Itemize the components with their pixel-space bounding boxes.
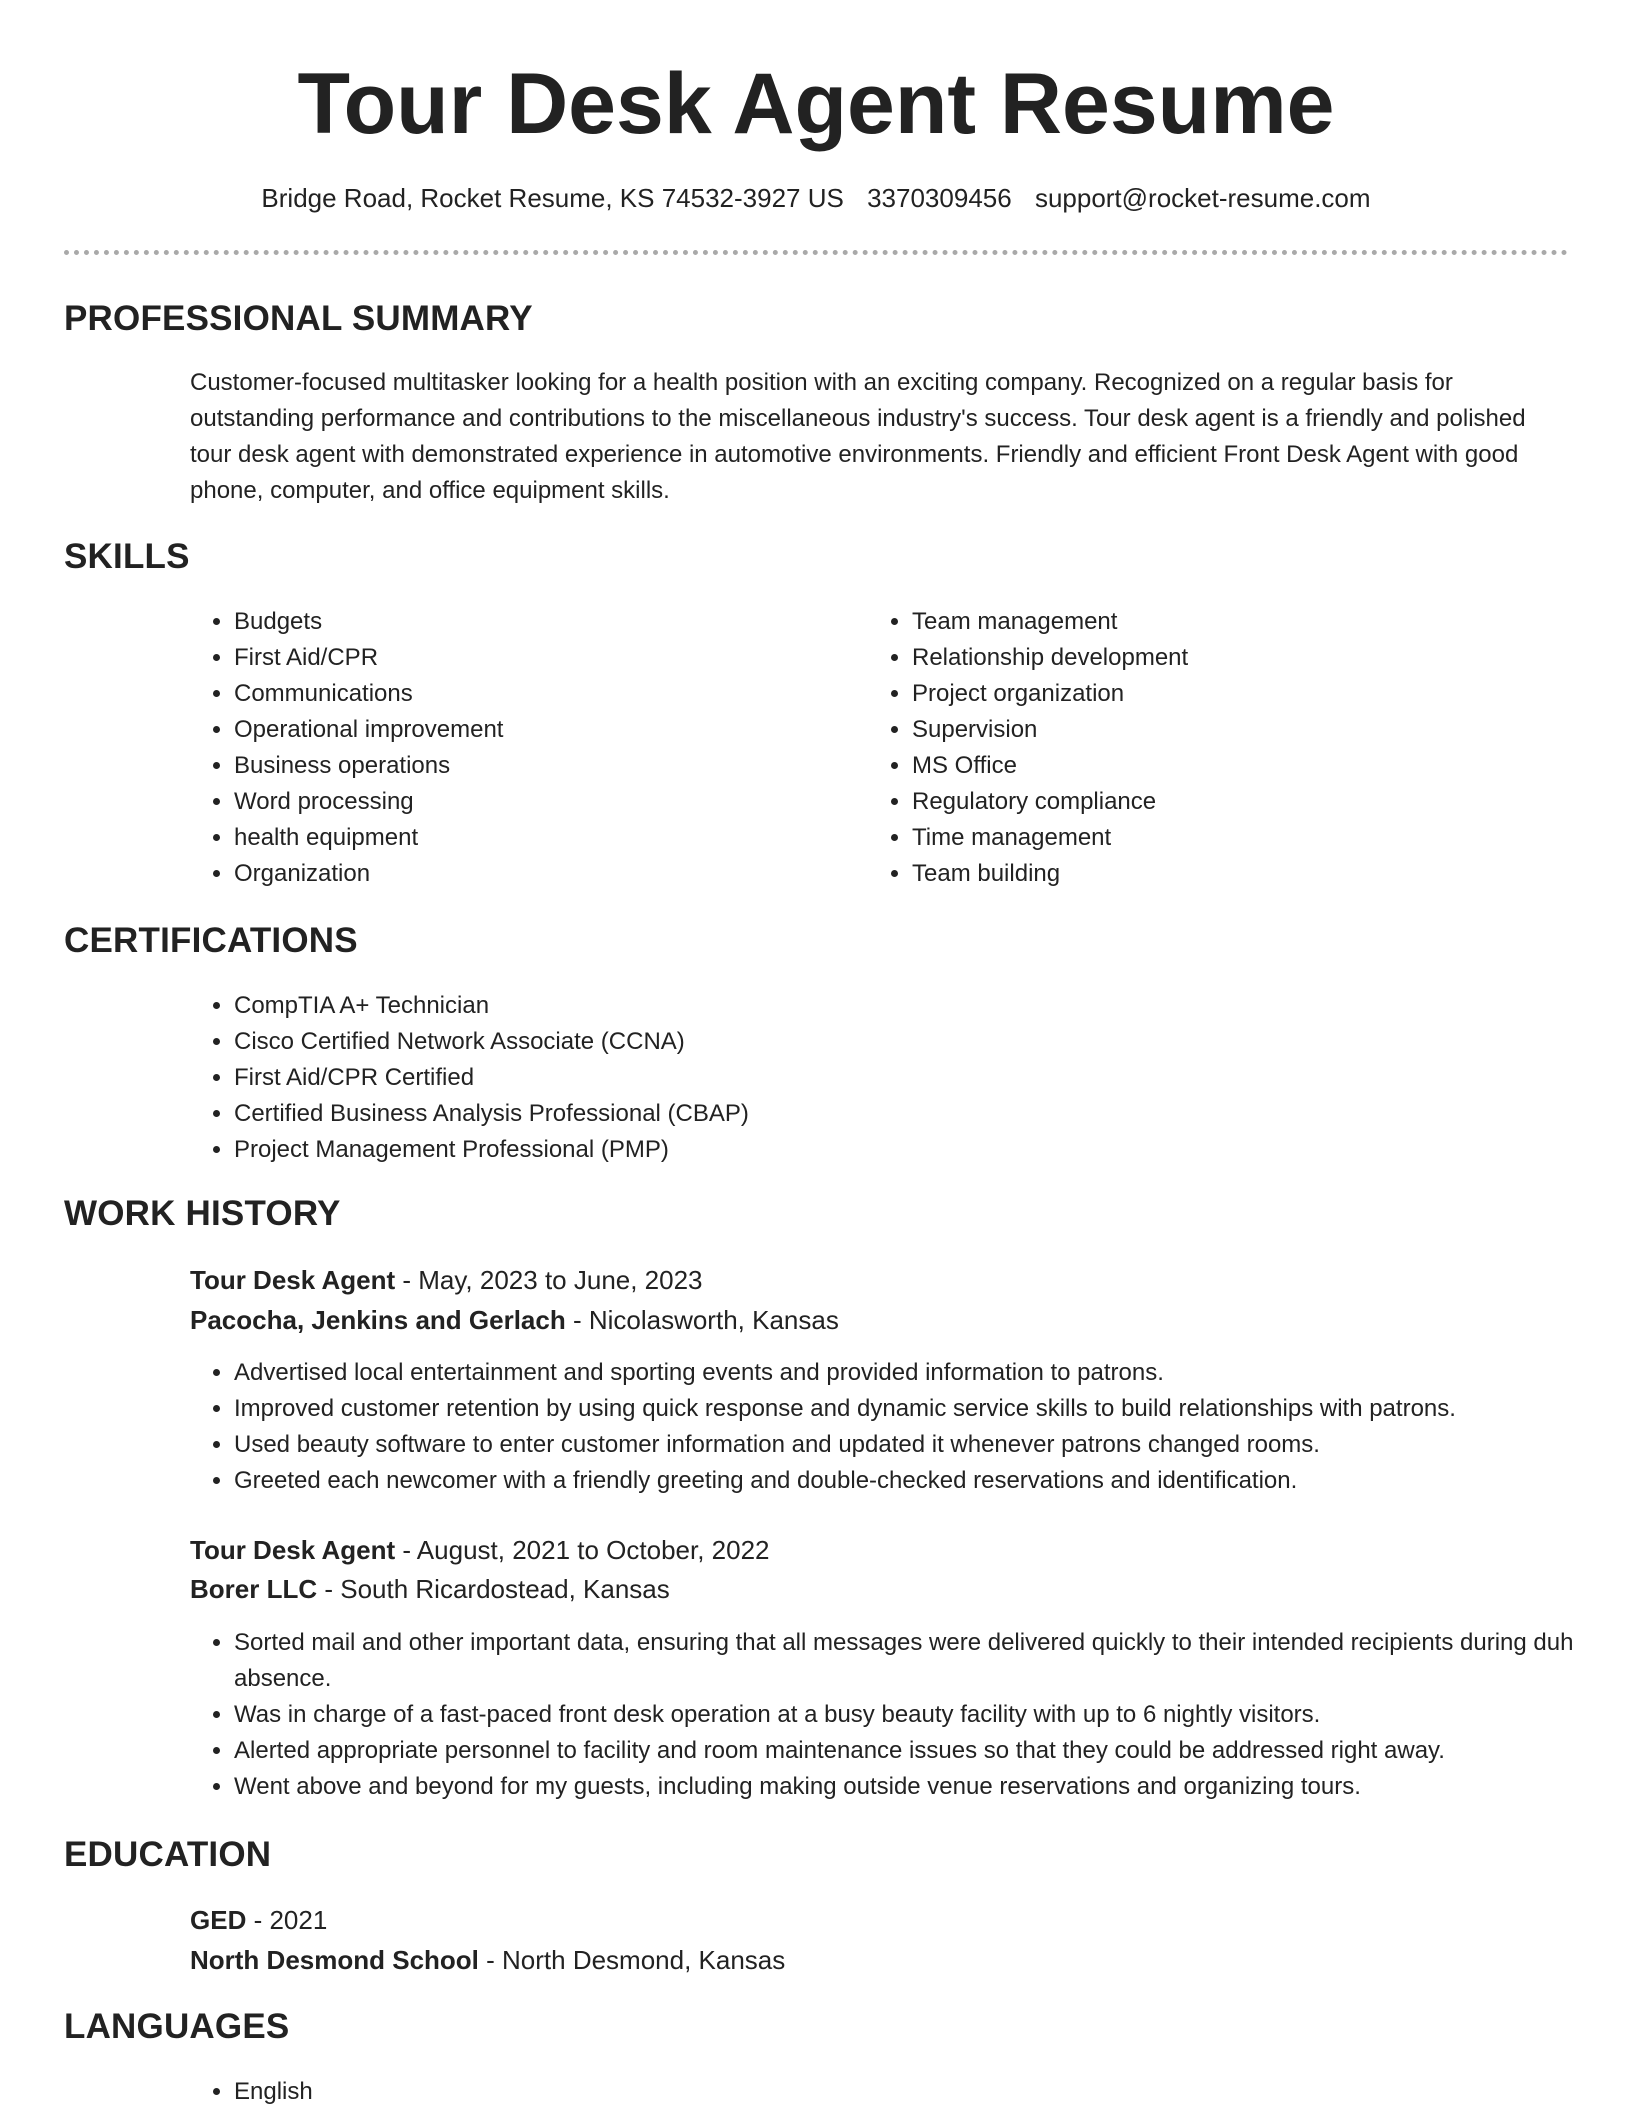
education-school-line	[190, 1942, 785, 1978]
education-location: - North Desmond, Kansas	[478, 1945, 786, 1975]
list-item: • First Aid/CPR Certified	[234, 1060, 1534, 1096]
education-degree: GED	[190, 1905, 247, 1935]
list-item: • Time management	[912, 820, 1512, 856]
contact-line	[0, 180, 1632, 216]
skills-list-left	[190, 604, 834, 892]
job-dates: - May, 2023 to June, 2023	[395, 1265, 703, 1295]
job-2-company-line	[190, 1571, 670, 1607]
list-item: • Sorted mail and other important data, ensuring that all messages were delivered quickly to their intended recipients during duh absence.	[234, 1625, 1594, 1697]
list-item: • Improved customer retention by using quick response and dynamic service skills to build relationships with patrons.	[234, 1391, 1614, 1427]
education-heading: EDUCATION	[64, 1835, 272, 1874]
list-item: • Word processing	[234, 784, 834, 820]
list-item: • Alerted appropriate personnel to facility and room maintenance issues so that they could be addressed right away.	[234, 1733, 1594, 1769]
list-item: • Organization	[234, 856, 834, 892]
list-item: • Went above and beyond for my guests, including making outside venue reservations and organizing tours.	[234, 1769, 1594, 1805]
job-2-duties	[190, 1625, 1594, 1805]
education-year: - 2021	[246, 1905, 328, 1935]
job-1-duties	[190, 1355, 1614, 1499]
certifications-heading: CERTIFICATIONS	[64, 921, 358, 960]
list-item: • Team management	[912, 604, 1512, 640]
job-company: Borer LLC	[190, 1574, 318, 1604]
job-company: Pacocha, Jenkins and Gerlach	[190, 1305, 566, 1335]
work-history-heading: WORK HISTORY	[64, 1194, 341, 1233]
list-item: • Supervision	[912, 712, 1512, 748]
list-item: • Advertised local entertainment and sporting events and provided information to patrons.	[234, 1355, 1614, 1391]
summary-heading: PROFESSIONAL SUMMARY	[64, 299, 533, 338]
list-item: • Was in charge of a fast-paced front desk operation at a busy beauty facility with up to 6 nightly visitors.	[234, 1697, 1594, 1733]
list-item: • Certified Business Analysis Professional (CBAP)	[234, 1096, 1534, 1132]
list-item: • Team building	[912, 856, 1512, 892]
list-item: • Project organization	[912, 676, 1512, 712]
list-item: • Used beauty software to enter customer information and updated it whenever patrons changed rooms.	[234, 1427, 1614, 1463]
job-dates: - August, 2021 to October, 2022	[395, 1535, 770, 1565]
list-item: • Business operations	[234, 748, 834, 784]
job-title: Tour Desk Agent	[190, 1535, 396, 1565]
list-item: • Relationship development	[912, 640, 1512, 676]
contact-email: support@rocket-resume.com	[1034, 183, 1371, 213]
list-item: • Budgets	[234, 604, 834, 640]
list-item: • Regulatory compliance	[912, 784, 1512, 820]
list-item: • Communications	[234, 676, 834, 712]
job-title: Tour Desk Agent	[190, 1265, 396, 1295]
list-item: • health equipment	[234, 820, 834, 856]
list-item: • First Aid/CPR	[234, 640, 834, 676]
summary-text: Customer-focused multitasker looking for a health position with an exciting company. Recognized on a regular basis for outstanding performance and contributions to the miscellaneous industry's success. Tour desk agent is a friendly and polished tour desk agent with demonstrated experience in automotive environments. Friendly and efficient Front Desk Agent with good phone, computer, and office equipment skills.	[190, 369, 1526, 504]
job-1-company-line	[190, 1302, 839, 1338]
job-2-title-line	[190, 1532, 770, 1568]
education-degree-line	[190, 1902, 327, 1938]
skills-list-right	[868, 604, 1512, 892]
header-divider	[64, 250, 1568, 255]
languages-list	[190, 2074, 834, 2110]
list-item: • CompTIA A+ Technician	[234, 988, 1534, 1024]
education-school: North Desmond School	[190, 1945, 479, 1975]
list-item: • Operational improvement	[234, 712, 834, 748]
skills-heading: SKILLS	[64, 537, 190, 576]
certifications-list	[190, 988, 1534, 1168]
list-item: • MS Office	[912, 748, 1512, 784]
list-item: • English	[234, 2074, 834, 2110]
list-item: • Cisco Certified Network Associate (CCNA)	[234, 1024, 1534, 1060]
job-location: - South Ricardostead, Kansas	[317, 1574, 670, 1604]
list-item: • Project Management Professional (PMP)	[234, 1132, 1534, 1168]
list-item: • Greeted each newcomer with a friendly greeting and double-checked reservations and identification.	[234, 1463, 1614, 1499]
job-1-title-line	[190, 1262, 703, 1298]
resume-title: Tour Desk Agent Resume	[297, 56, 1335, 152]
contact-address: Bridge Road, Rocket Resume, KS 74532-3927 US	[261, 183, 844, 213]
contact-phone: 3370309456	[867, 183, 1012, 213]
job-location: - Nicolasworth, Kansas	[565, 1305, 839, 1335]
languages-heading: LANGUAGES	[64, 2007, 290, 2046]
